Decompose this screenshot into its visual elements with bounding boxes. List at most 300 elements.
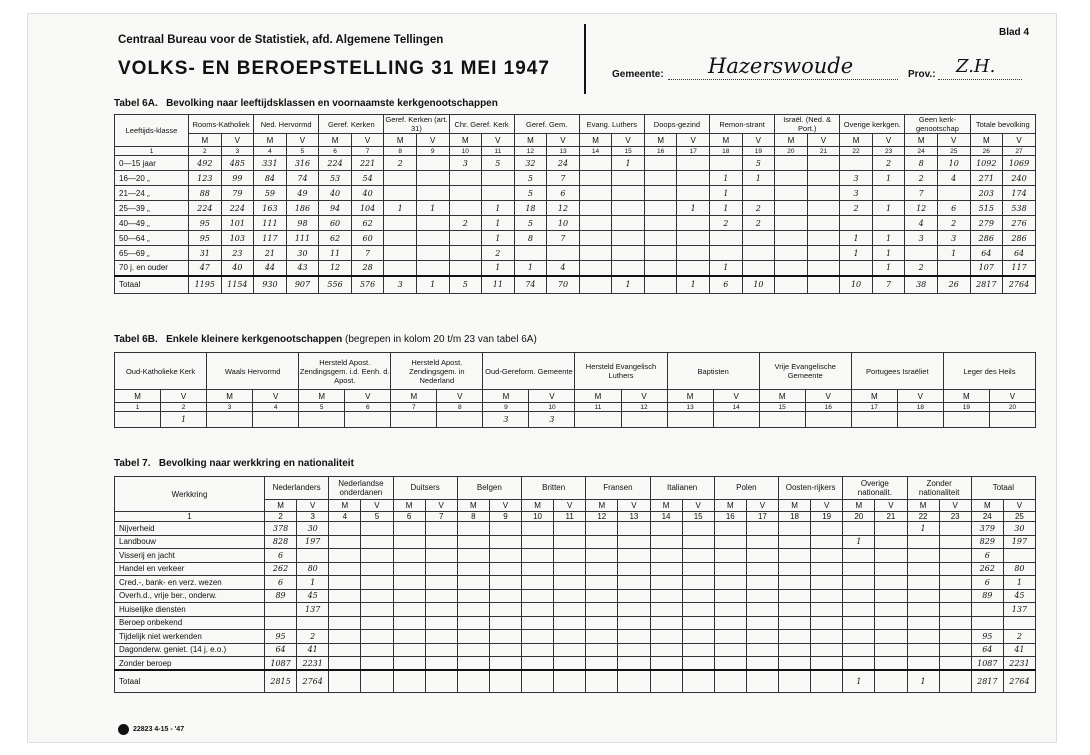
data-cell [779, 562, 811, 576]
total-cell: 576 [351, 276, 384, 294]
data-cell [644, 246, 677, 261]
data-cell [682, 630, 714, 644]
table-row [115, 201, 1036, 216]
data-cell: 378 [265, 522, 297, 536]
data-cell [393, 603, 425, 617]
data-cell [361, 643, 393, 657]
data-cell [489, 562, 521, 576]
data-cell [907, 616, 939, 630]
data-cell: 2 [840, 201, 873, 216]
total-cell [779, 670, 811, 692]
data-cell [329, 562, 361, 576]
total-cell: 5 [449, 276, 482, 294]
tabel-6b-group-header: Vrije Evangelische Gemeente [759, 353, 851, 390]
data-cell [875, 603, 907, 617]
data-cell: 2231 [1003, 657, 1035, 671]
tabel-7-group-header: Duitsers [393, 477, 457, 500]
column-number: 19 [742, 147, 775, 156]
tabel-6a-group-header: Geref. Gem. [514, 115, 579, 134]
data-cell [714, 576, 746, 590]
data-cell [393, 576, 425, 590]
data-cell [489, 657, 521, 671]
data-cell [393, 643, 425, 657]
sex-m-header: M [840, 134, 873, 147]
tabel-6a-group-header: Geref. Kerken (art. 31) [385, 115, 448, 133]
column-number: 5 [361, 512, 393, 522]
data-cell [1003, 549, 1035, 563]
data-cell [807, 246, 840, 261]
data-cell [843, 657, 875, 671]
tabel-6b-heading [114, 334, 537, 345]
data-cell [329, 549, 361, 563]
data-cell: 1 [482, 231, 515, 246]
data-cell [457, 576, 489, 590]
data-cell [384, 246, 417, 261]
data-cell [457, 549, 489, 563]
sex-m-header: M [449, 134, 482, 147]
sex-m-header: M [775, 134, 808, 147]
sex-m-header: M [457, 499, 489, 511]
data-cell [384, 216, 417, 231]
data-cell: 5 [514, 216, 547, 231]
row-label: Zonder beroep [115, 657, 265, 671]
data-cell [554, 630, 586, 644]
data-cell [425, 603, 457, 617]
total-cell [875, 670, 907, 692]
footer [118, 724, 184, 735]
column-number: 22 [840, 147, 873, 156]
data-cell: 828 [265, 535, 297, 549]
sex-m-header: M [329, 499, 361, 511]
data-cell [682, 576, 714, 590]
total-cell: 1 [416, 276, 449, 294]
gemeente-value: Hazerswoude [708, 54, 854, 78]
data-cell: 40 [351, 186, 384, 201]
tabel-7-group-header: Belgen [457, 477, 521, 500]
tabel-6a-group-header: Geen kerk-genootschap [905, 115, 970, 134]
table-row [115, 549, 1036, 563]
data-cell: 3 [840, 171, 873, 186]
prov-label: Prov.: [908, 69, 936, 80]
tabel-6a-title: Bevolking naar leeftijdsklassen en voornaamste kerkgenootschappen [166, 98, 498, 109]
data-cell [779, 589, 811, 603]
column-number: 23 [872, 147, 905, 156]
data-cell [207, 412, 253, 428]
data-cell [384, 261, 417, 276]
data-cell [714, 643, 746, 657]
column-number: 10 [529, 403, 575, 412]
werkkring-header: Werkkring [115, 477, 265, 512]
data-cell [811, 589, 843, 603]
tabel-7-group-header: Polen [714, 477, 778, 500]
tabel-6a-group-header: Israël. (Ned. & Port.) [775, 115, 840, 134]
data-cell [746, 576, 778, 590]
data-cell: 1069 [1003, 156, 1036, 171]
data-cell [775, 201, 808, 216]
sex-v-header: V [939, 499, 971, 511]
data-cell [843, 576, 875, 590]
data-cell [579, 231, 612, 246]
data-cell: 84 [254, 171, 287, 186]
data-cell [710, 231, 743, 246]
data-cell [522, 562, 554, 576]
data-cell [416, 246, 449, 261]
data-cell: 12 [319, 261, 352, 276]
data-cell [554, 522, 586, 536]
column-number: 3 [221, 147, 254, 156]
data-cell [489, 589, 521, 603]
tabel-6a-group-header: Ned. Hervormd [254, 115, 319, 134]
data-cell [677, 231, 710, 246]
data-cell [939, 643, 971, 657]
total-cell [714, 670, 746, 692]
data-cell [875, 562, 907, 576]
data-cell [522, 535, 554, 549]
tabel-6b-group-header: Oud-Gereform. Gemeente [483, 353, 575, 390]
data-cell [393, 549, 425, 563]
data-cell [361, 549, 393, 563]
tabel-6b-group-header: Hersteld Apost. Zendingsgem. in Nederland [391, 353, 483, 390]
data-cell: 7 [547, 231, 580, 246]
data-cell [449, 186, 482, 201]
data-cell [807, 171, 840, 186]
column-number: 18 [897, 403, 943, 412]
column-number: 19 [811, 512, 843, 522]
data-cell [361, 616, 393, 630]
data-cell: 316 [286, 156, 319, 171]
data-cell [943, 412, 989, 428]
table-row [115, 576, 1036, 590]
sex-m-header: M [579, 134, 612, 147]
row-label: Dagonderw. geniet. (14 j. e.o.) [115, 643, 265, 657]
data-cell [612, 201, 645, 216]
column-number: 20 [843, 512, 875, 522]
data-cell: 271 [970, 171, 1003, 186]
tabel-6a [114, 114, 1036, 294]
data-cell [457, 535, 489, 549]
data-cell [586, 657, 618, 671]
data-cell: 95 [971, 630, 1003, 644]
data-cell: 240 [1003, 171, 1036, 186]
data-cell: 1 [710, 261, 743, 276]
data-cell [425, 589, 457, 603]
sex-m-header: M [384, 134, 417, 147]
data-cell: 2 [482, 246, 515, 261]
data-cell: 89 [265, 589, 297, 603]
column-number: 16 [805, 403, 851, 412]
data-cell: 286 [1003, 231, 1036, 246]
column-number: 6 [345, 403, 391, 412]
sex-v-header: V [361, 499, 393, 511]
sex-m-header: M [265, 499, 297, 511]
data-cell [811, 535, 843, 549]
data-cell [514, 246, 547, 261]
data-cell [907, 657, 939, 671]
tabel-6b-group-header: Baptisten [667, 353, 759, 390]
data-cell: 6 [971, 576, 1003, 590]
column-number: 10 [522, 512, 554, 522]
data-cell: 95 [265, 630, 297, 644]
data-cell: 2 [449, 216, 482, 231]
sex-v-header: V [742, 134, 775, 147]
data-cell: 2231 [297, 657, 329, 671]
data-cell [554, 657, 586, 671]
data-cell [746, 562, 778, 576]
data-cell [522, 616, 554, 630]
data-cell [650, 549, 682, 563]
data-cell: 829 [971, 535, 1003, 549]
data-cell [618, 616, 650, 630]
data-cell [361, 562, 393, 576]
data-cell [329, 535, 361, 549]
column-number: 25 [937, 147, 970, 156]
sex-v-header: V [713, 390, 759, 403]
data-cell [299, 412, 345, 428]
row-label: Cred.-, bank- en verz. wezen [115, 576, 265, 590]
data-cell: 94 [319, 201, 352, 216]
data-cell [714, 630, 746, 644]
data-cell: 18 [514, 201, 547, 216]
data-cell: 59 [254, 186, 287, 201]
data-cell [361, 630, 393, 644]
total-cell: 74 [514, 276, 547, 294]
data-cell [714, 562, 746, 576]
data-cell [907, 576, 939, 590]
data-cell [329, 589, 361, 603]
data-cell: 379 [971, 522, 1003, 536]
data-cell [650, 603, 682, 617]
total-cell: 2817 [970, 276, 1003, 294]
data-cell [843, 549, 875, 563]
data-cell [586, 589, 618, 603]
tabel-7-num: Tabel 7. [114, 458, 151, 469]
data-cell [489, 643, 521, 657]
total-cell: 70 [547, 276, 580, 294]
age-header: Leeftijds-klasse [115, 115, 189, 147]
data-cell [807, 186, 840, 201]
table-row [115, 156, 1036, 171]
data-cell: 111 [254, 216, 287, 231]
data-cell: 1 [840, 246, 873, 261]
tabel-7-group-header: Zonder nationaliteit [907, 477, 971, 500]
data-cell [907, 589, 939, 603]
sex-v-header: V [547, 134, 580, 147]
data-cell [579, 261, 612, 276]
total-cell: 2764 [1003, 276, 1036, 294]
data-cell: 515 [970, 201, 1003, 216]
data-cell [586, 630, 618, 644]
data-cell: 137 [297, 603, 329, 617]
sex-m-header: M [483, 390, 529, 403]
column-number: 15 [759, 403, 805, 412]
data-cell [361, 657, 393, 671]
sex-v-header: V [286, 134, 319, 147]
tabel-6b-group-header: Waals Hervormd [207, 353, 299, 390]
data-cell [840, 261, 873, 276]
column-number: 10 [449, 147, 482, 156]
total-cell: 556 [319, 276, 352, 294]
data-cell: 3 [840, 186, 873, 201]
data-cell: 492 [189, 156, 222, 171]
total-cell [811, 670, 843, 692]
data-cell [489, 603, 521, 617]
table-row [115, 562, 1036, 576]
column-number: 4 [253, 403, 299, 412]
data-cell [437, 412, 483, 428]
data-cell [811, 630, 843, 644]
data-cell [682, 562, 714, 576]
row-label: 65—69 „ [115, 246, 189, 261]
data-cell [554, 616, 586, 630]
data-cell [644, 186, 677, 201]
prov-line [938, 79, 1022, 80]
data-cell: 60 [319, 216, 352, 231]
total-cell: 1 [843, 670, 875, 692]
tabel-6b-num: Tabel 6B. [114, 334, 158, 345]
column-number: 11 [482, 147, 515, 156]
data-cell [779, 522, 811, 536]
data-cell [644, 201, 677, 216]
data-cell: 47 [189, 261, 222, 276]
data-cell: 117 [1003, 261, 1036, 276]
data-cell [618, 603, 650, 617]
data-cell [393, 630, 425, 644]
row-label: Nijverheid [115, 522, 265, 536]
data-cell: 6 [265, 576, 297, 590]
total-cell [457, 670, 489, 692]
data-cell [907, 603, 939, 617]
data-cell [897, 412, 943, 428]
column-number: 8 [457, 512, 489, 522]
data-cell [329, 576, 361, 590]
data-cell [746, 643, 778, 657]
data-cell [329, 616, 361, 630]
data-cell: 80 [1003, 562, 1035, 576]
data-cell: 262 [971, 562, 1003, 576]
sex-m-header: M [575, 390, 621, 403]
data-cell [425, 616, 457, 630]
data-cell: 1 [482, 261, 515, 276]
data-cell [586, 603, 618, 617]
sex-v-header: V [677, 134, 710, 147]
row-label: Beroep onbekend [115, 616, 265, 630]
tabel-6a-group-header: Remon-strant [710, 115, 775, 134]
data-cell [807, 231, 840, 246]
data-cell: 12 [905, 201, 938, 216]
data-cell: 163 [254, 201, 287, 216]
data-cell [779, 535, 811, 549]
blad-number: Blad 4 [999, 27, 1030, 38]
data-cell: 10 [937, 156, 970, 171]
data-cell [746, 657, 778, 671]
sex-m-header: M [586, 499, 618, 511]
data-cell: 111 [286, 231, 319, 246]
data-cell [779, 549, 811, 563]
data-cell: 24 [547, 156, 580, 171]
column-number: 20 [775, 147, 808, 156]
data-cell [522, 549, 554, 563]
table-row [115, 216, 1036, 231]
sex-m-header: M [851, 390, 897, 403]
column-number: 17 [851, 403, 897, 412]
column-number: 24 [971, 512, 1003, 522]
data-cell: 6 [547, 186, 580, 201]
data-cell [554, 535, 586, 549]
data-cell [779, 630, 811, 644]
sex-v-header: V [805, 390, 851, 403]
data-cell [677, 216, 710, 231]
tabel-7-group-header: Britten [522, 477, 586, 500]
total-cell: 1 [612, 276, 645, 294]
data-cell: 224 [319, 156, 352, 171]
tabel-6b-group-header: Leger des Heils [943, 353, 1035, 390]
tabel-6a-heading [114, 98, 498, 109]
data-cell [989, 412, 1035, 428]
data-cell: 1 [710, 186, 743, 201]
data-cell [843, 643, 875, 657]
data-cell: 276 [1003, 216, 1036, 231]
data-cell: 224 [189, 201, 222, 216]
tabel-6b-group-header: Oud-Katholieke Kerk [115, 353, 207, 390]
data-cell [811, 643, 843, 657]
data-cell: 30 [1003, 522, 1035, 536]
data-cell [875, 643, 907, 657]
column-number: 20 [989, 403, 1035, 412]
tabel-6a-group-header: Rooms-Katholiek [189, 115, 254, 134]
total-cell [807, 276, 840, 294]
column-number: 2 [189, 147, 222, 156]
sex-v-header: V [937, 134, 970, 147]
data-cell [682, 643, 714, 657]
data-cell [522, 643, 554, 657]
sex-v-header: V [618, 499, 650, 511]
data-cell: 1 [1003, 576, 1035, 590]
data-cell [907, 535, 939, 549]
sex-m-header: M [644, 134, 677, 147]
data-cell: 3 [529, 412, 575, 428]
data-cell: 95 [189, 231, 222, 246]
data-cell: 40 [221, 261, 254, 276]
data-cell [811, 562, 843, 576]
column-number: 2 [161, 403, 207, 412]
table-row [115, 630, 1036, 644]
column-number: 5 [286, 147, 319, 156]
column-number: 4 [329, 512, 361, 522]
data-cell [1003, 616, 1035, 630]
data-cell [775, 156, 808, 171]
data-cell: 485 [221, 156, 254, 171]
data-cell [843, 603, 875, 617]
data-cell [779, 657, 811, 671]
data-cell: 44 [254, 261, 287, 276]
data-cell [875, 657, 907, 671]
table-row [115, 589, 1036, 603]
data-cell [449, 171, 482, 186]
data-cell [425, 630, 457, 644]
data-cell [579, 201, 612, 216]
data-cell [554, 643, 586, 657]
total-cell: 6 [710, 276, 743, 294]
sex-m-header: M [393, 499, 425, 511]
tabel-7-group-header: Nederlandse onderdanen [329, 477, 393, 500]
total-label: Totaal [115, 670, 265, 692]
column-number: 21 [807, 147, 840, 156]
data-cell: 1 [840, 231, 873, 246]
data-cell: 123 [189, 171, 222, 186]
data-cell: 45 [1003, 589, 1035, 603]
data-cell [522, 576, 554, 590]
total-cell: 1154 [221, 276, 254, 294]
